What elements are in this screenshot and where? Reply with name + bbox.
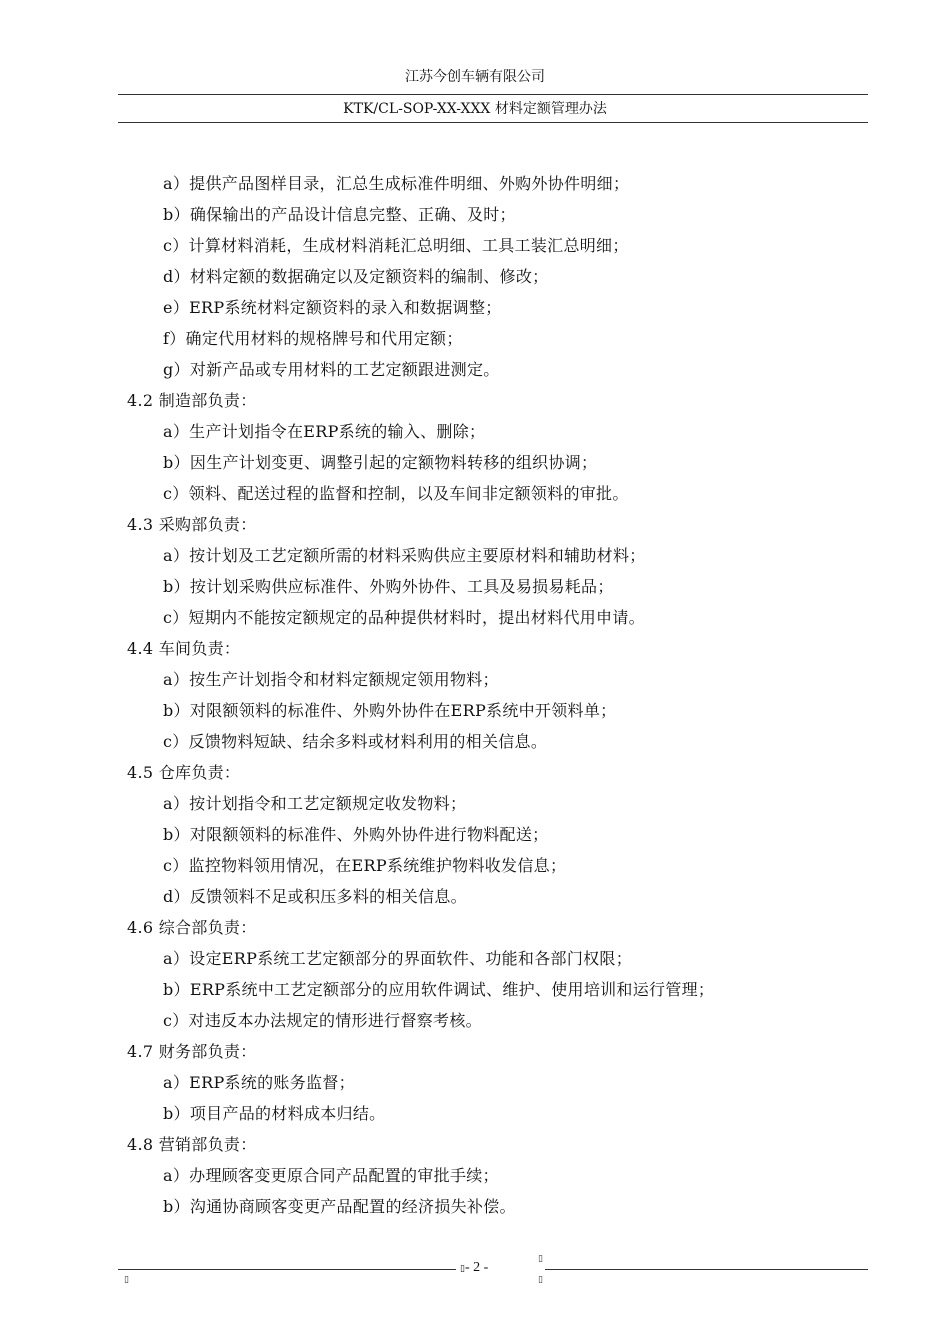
list-item: a）设定ERP系统工艺定额部分的界面软件、功能和各部门权限； [163, 949, 633, 968]
list-item: e）ERP系统材料定额资料的录入和数据调整； [163, 298, 502, 317]
list-item: b）对限额领料的标准件、外购外协件在ERP系统中开领料单； [163, 701, 617, 720]
footer-divider-right [545, 1269, 868, 1270]
list-item: g）对新产品或专用材料的工艺定额跟进测定。 [163, 360, 500, 379]
footer-marker-icon: ▯ [124, 1275, 129, 1285]
footer-marker-icon: ▯ [538, 1254, 543, 1264]
footer-divider-left [118, 1269, 456, 1270]
document-body [0, 168, 950, 1222]
list-item: b）因生产计划变更、调整引起的定额物料转移的组织协调； [163, 453, 598, 472]
list-item: a）按计划指令和工艺定额规定收发物料； [163, 794, 467, 813]
list-item: c）领料、配送过程的监督和控制，以及车间非定额领料的审批。 [163, 484, 629, 503]
list-item: c）计算材料消耗，生成材料消耗汇总明细、工具工装汇总明细； [163, 236, 629, 255]
section-heading: 4.6 综合部负责： [127, 918, 257, 937]
list-item: a）提供产品图样目录，汇总生成标准件明细、外购外协件明细； [163, 174, 630, 193]
list-item: b）项目产品的材料成本归结。 [163, 1104, 386, 1123]
header-document-title: KTK/CL-SOP-XX-XXX 材料定额管理办法 [343, 101, 607, 117]
list-item: d）反馈领料不足或积压多料的相关信息。 [163, 887, 467, 906]
header-divider-top [118, 94, 868, 95]
list-item: a）按生产计划指令和材料定额规定领用物料； [163, 670, 499, 689]
section-heading: 4.5 仓库负责： [127, 763, 241, 782]
list-item: c）反馈物料短缺、结余多料或材料利用的相关信息。 [163, 732, 548, 751]
list-item: c）短期内不能按定额规定的品种提供材料时，提出材料代用申请。 [163, 608, 645, 627]
section-heading: 4.4 车间负责： [127, 639, 241, 658]
list-item: a）办理顾客变更原合同产品配置的审批手续； [163, 1166, 499, 1185]
list-item: c）对违反本办法规定的情形进行督察考核。 [163, 1011, 482, 1030]
list-item: b）按计划采购供应标准件、外购外协件、工具及易损易耗品； [163, 577, 614, 596]
section-heading: 4.7 财务部负责： [127, 1042, 257, 1061]
page-marker-icon: ▯ [460, 1264, 465, 1274]
footer-marker-icon: ▯ [538, 1275, 543, 1285]
section-heading: 4.2 制造部负责： [127, 391, 257, 410]
list-item: a）按计划及工艺定额所需的材料采购供应主要原材料和辅助材料； [163, 546, 646, 565]
list-item: c）监控物料领用情况，在ERP系统维护物料收发信息； [163, 856, 567, 875]
header-company-name: 江苏今创车辆有限公司 [405, 69, 545, 85]
list-item: b）ERP系统中工艺定额部分的应用软件调试、维护、使用培训和运行管理； [163, 980, 715, 999]
list-item: b）确保输出的产品设计信息完整、正确、及时； [163, 205, 516, 224]
list-item: d）材料定额的数据确定以及定额资料的编制、修改； [163, 267, 549, 286]
list-item: b）沟通协商顾客变更产品配置的经济损失补偿。 [163, 1197, 516, 1216]
header-divider-bottom [118, 122, 868, 123]
section-heading: 4.8 营销部负责： [127, 1135, 257, 1154]
list-item: b）对限额领料的标准件、外购外协件进行物料配送； [163, 825, 549, 844]
list-item: a）ERP系统的账务监督； [163, 1073, 355, 1092]
list-item: f）确定代用材料的规格牌号和代用定额； [163, 329, 463, 348]
page-number-text: - 2 - [464, 1260, 489, 1275]
page-number [460, 1259, 520, 1278]
list-item: a）生产计划指令在ERP系统的输入、删除； [163, 422, 486, 441]
section-heading: 4.3 采购部负责： [127, 515, 257, 534]
